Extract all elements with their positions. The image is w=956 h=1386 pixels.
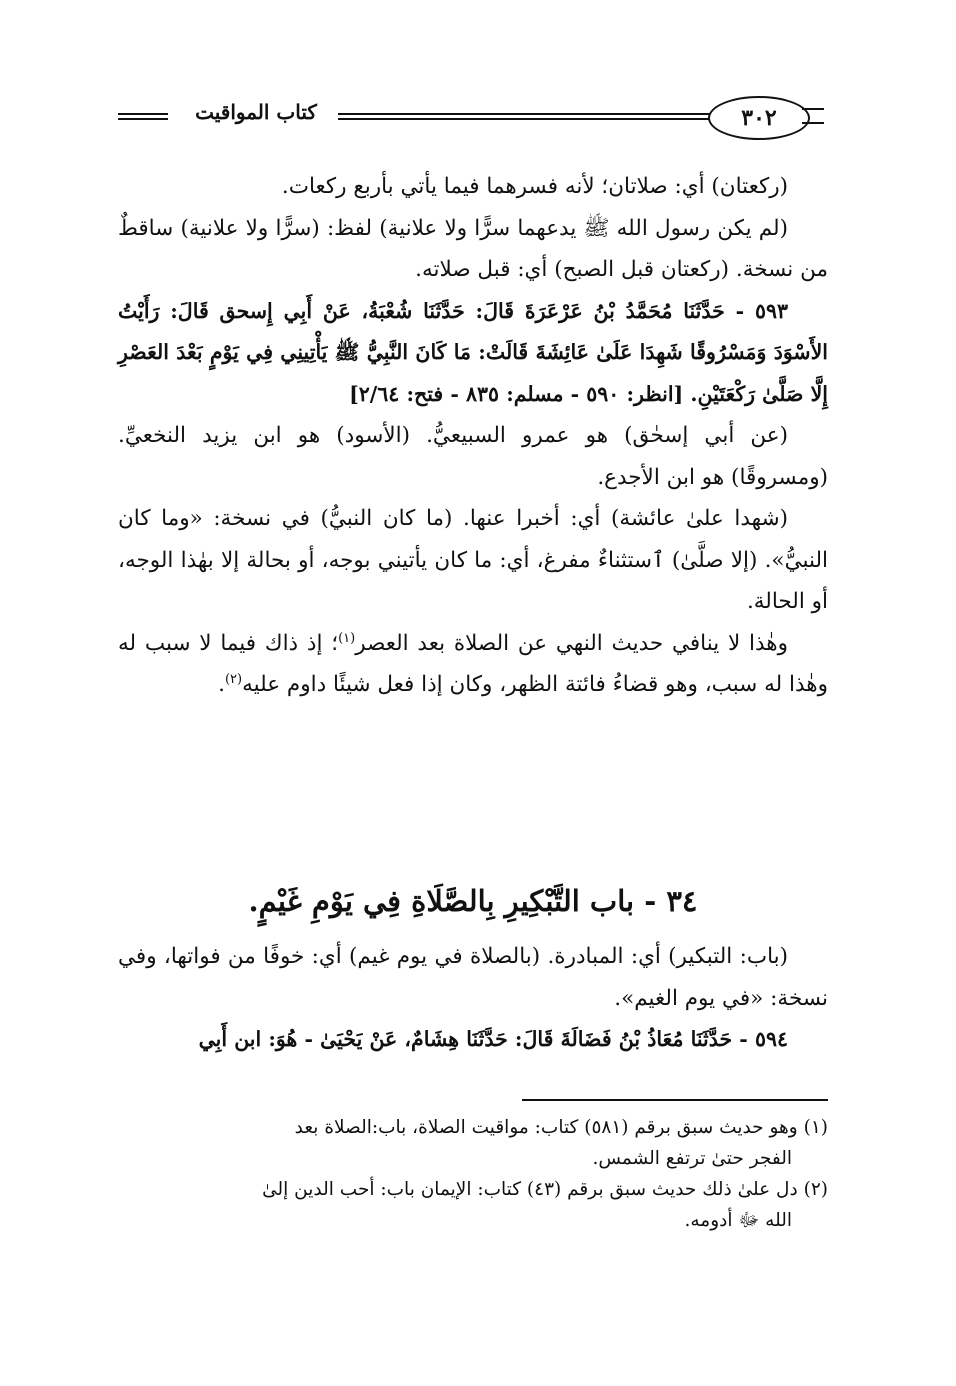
paragraph [118,623,828,706]
paragraph: (شهدا علىٰ عائشة) أي: أخبرا عنها. (ما كان النبيُّ) في نسخة: «وما كان النبيُّ». (إلا صلَّىٰ) ٱستثناءٌ مفرغ، أي: ما كان يأتيني بوجه، أو بحالة إلا بهٰذا الوجه، أو الحالة. [118,506,828,614]
header-rule-right [802,108,824,124]
header-rule-left [118,113,168,120]
chapter-text-block [118,936,828,1061]
footnote-2-continued: الله ﷻ أدومه. [684,1210,792,1231]
paragraph-text: وهٰذا لا ينافي حديث النهي عن الصلاة بعد العصر [355,630,788,656]
page-number: ٣٠٢ [708,96,810,140]
footnote-1-continued: الفجر حتىٰ ترتفع الشمس. [592,1148,792,1169]
paragraph: (ركعتان) أي: صلاتان؛ لأنه فسرهما فيما يأتي بأربع ركعات. [281,174,788,199]
footnotes [118,1112,828,1236]
hadith-594: ٥٩٤ - حَدَّثَنَا مُعَاذُ بْنُ فَضَالَةَ قَالَ: حَدَّثَنَا هِشَامٌ، عَنْ يَحْيَىٰ - هُوَ: ابن أَبِي [198,1027,788,1051]
footnote-1: (١) وهو حديث سبق برقم (٥٨١) كتاب: مواقيت الصلاة، باب:الصلاة بعد [294,1117,828,1138]
footnote-2: (٢) دل علىٰ ذلك حديث سبق برقم (٤٣) كتاب: الإيمان باب: أحب الدين إلىٰ [262,1179,828,1200]
paragraph: (لم يكن رسول الله ﷺ يدعهما سرًّا ولا علانية) لفظ: (سرًّا ولا علانية) ساقطٌ من نسخة. (ركعتان قبل الصبح) أي: قبل صلاته. [118,215,828,282]
paragraph: (عن أبي إسحٰق) هو عمرو السبيعيُّ. (الأسود) هو ابن يزيد النخعيِّ. (ومسروقًا) هو ابن الأجدع. [118,423,828,490]
hadith-593: ٥٩٣ - حَدَّثَنَا مُحَمَّدُ بْنُ عَرْعَرَةَ قَالَ: حَدَّثَنَا شُعْبَةُ، عَنْ أَبِي إِسحق قَالَ: رَأَيْتُ الأَسْوَدَ وَمَسْرُوقًا شَهِدَا عَلَىٰ عَائِشَةَ قَالَتْ: مَا كَانَ النَّبِيُّ ﷺ يَأْتِينِي فِي يَوْمٍ بَعْدَ العَصْرِ إِلَّا صَلَّىٰ رَكْعَتَيْنِ. [انظر: ٥٩٠ - مسلم: ٨٣٥ - فتح: ٢/٦٤] [118,298,828,406]
footnote-ref-1: (١) [338,630,356,646]
footnote-divider [522,1099,828,1101]
running-title: كتاب المواقيت [195,100,317,124]
chapter-heading: ٣٤ - باب التَّبْكِيرِ بِالصَّلَاةِ فِي يَوْمِ غَيْمٍ. [248,884,698,918]
footnote-ref-2: (٢) [224,671,243,687]
paragraph-text: . [218,672,225,697]
paragraph-text: ؛ إذ ذاك فيما لا سبب له وهٰذا له سبب، وهو قضاءُ فائتة الظهر، وكان إذا فعل شيئًا داوم عليه [118,630,828,697]
page-header [118,94,826,140]
paragraph: (باب: التبكير) أي: المبادرة. (بالصلاة في يوم غيم) أي: خوفًا من فواتها، وفي نسخة: «في يوم الغيم». [118,944,828,1011]
main-text-block [118,166,828,706]
